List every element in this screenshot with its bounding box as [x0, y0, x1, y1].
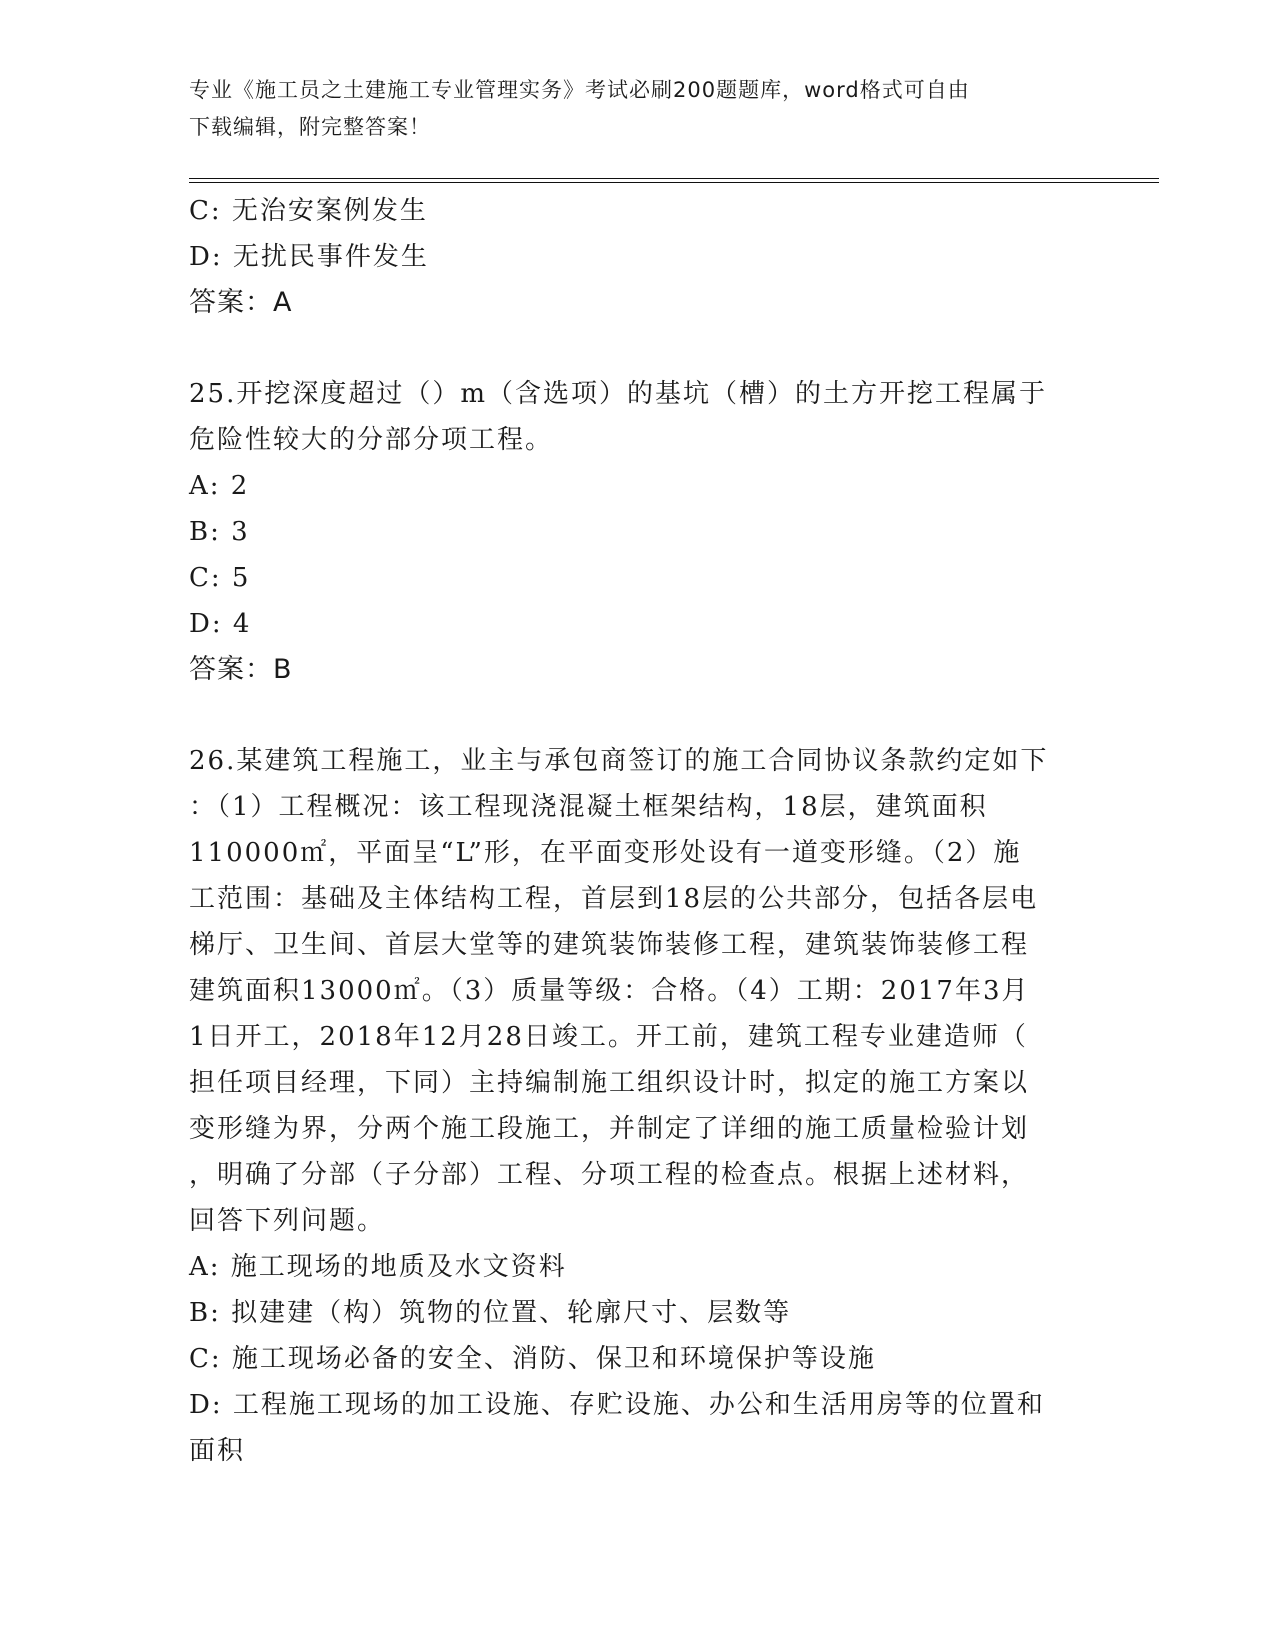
option-c: C: 施工现场必备的安全、消防、保卫和环境保护等设施 [189, 1344, 876, 1374]
question-stem-line: 回答下列问题。 [189, 1206, 386, 1236]
question-stem-line: 建筑面积13000㎡。（3）质量等级：合格。（4）工期：2017年3月 [189, 976, 1030, 1006]
option-c: C: 无治安案例发生 [189, 196, 428, 226]
spacer [189, 326, 1089, 371]
header-divider-top [189, 178, 1159, 179]
answer-label: 答案：B [189, 654, 293, 685]
option-a: A: 施工现场的地质及水文资料 [189, 1252, 567, 1282]
question-stem-line: 工范围：基础及主体结构工程，首层到18层的公共部分，包括各层电 [189, 884, 1039, 914]
option-a: A: 2 [189, 471, 250, 501]
document-header-note [189, 72, 1089, 146]
question-content [189, 188, 1089, 1474]
answer-label: 答案：A [189, 287, 293, 318]
question-stem-line: 25.开挖深度超过（）m（含选项）的基坑（槽）的土方开挖工程属于 [189, 379, 1048, 409]
option-d: D: 4 [189, 609, 252, 639]
question-stem-line: 110000㎡，平面呈“L”形，在平面变形处设有一道变形缝。（2）施 [189, 838, 1022, 868]
question-26 [189, 738, 1089, 1474]
question-stem-line: ：（1）工程概况：该工程现浇混凝土框架结构，18层，建筑面积 [189, 792, 988, 822]
question-24-tail [189, 188, 1089, 326]
option-d: D: 工程施工现场的加工设施、存贮设施、办公和生活用房等的位置和 [189, 1390, 1045, 1420]
header-line-2: 下载编辑，附完整答案！ [189, 115, 431, 139]
spacer [189, 693, 1089, 738]
option-d-continuation: 面积 [189, 1436, 246, 1466]
question-stem-line: 梯厅、卫生间、首层大堂等的建筑装饰装修工程，建筑装饰装修工程 [189, 930, 1030, 960]
question-stem-line: ，明确了分部（子分部）工程、分项工程的检查点。根据上述材料， [189, 1160, 1030, 1190]
header-line-1: 专业《施工员之土建施工专业管理实务》考试必刷200题题库，word格式可自由 [189, 78, 970, 102]
question-stem-line: 危险性较大的分部分项工程。 [189, 425, 554, 455]
option-c: C: 5 [189, 563, 251, 593]
option-b: B: 3 [189, 517, 250, 547]
question-stem-line: 1日开工，2018年12月28日竣工。开工前，建筑工程专业建造师（ [189, 1022, 1028, 1052]
question-stem-line: 26.某建筑工程施工，业主与承包商签订的施工合同协议条款约定如下 [189, 746, 1049, 776]
question-25 [189, 371, 1089, 693]
question-stem-line: 变形缝为界，分两个施工段施工，并制定了详细的施工质量检验计划 [189, 1114, 1030, 1144]
question-stem-line: 担任项目经理，下同）主持编制施工组织设计时，拟定的施工方案以 [189, 1068, 1030, 1098]
option-b: B: 拟建建（构）筑物的位置、轮廓尺寸、层数等 [189, 1298, 792, 1328]
header-divider-bottom [189, 182, 1159, 183]
option-d: D: 无扰民事件发生 [189, 242, 429, 272]
